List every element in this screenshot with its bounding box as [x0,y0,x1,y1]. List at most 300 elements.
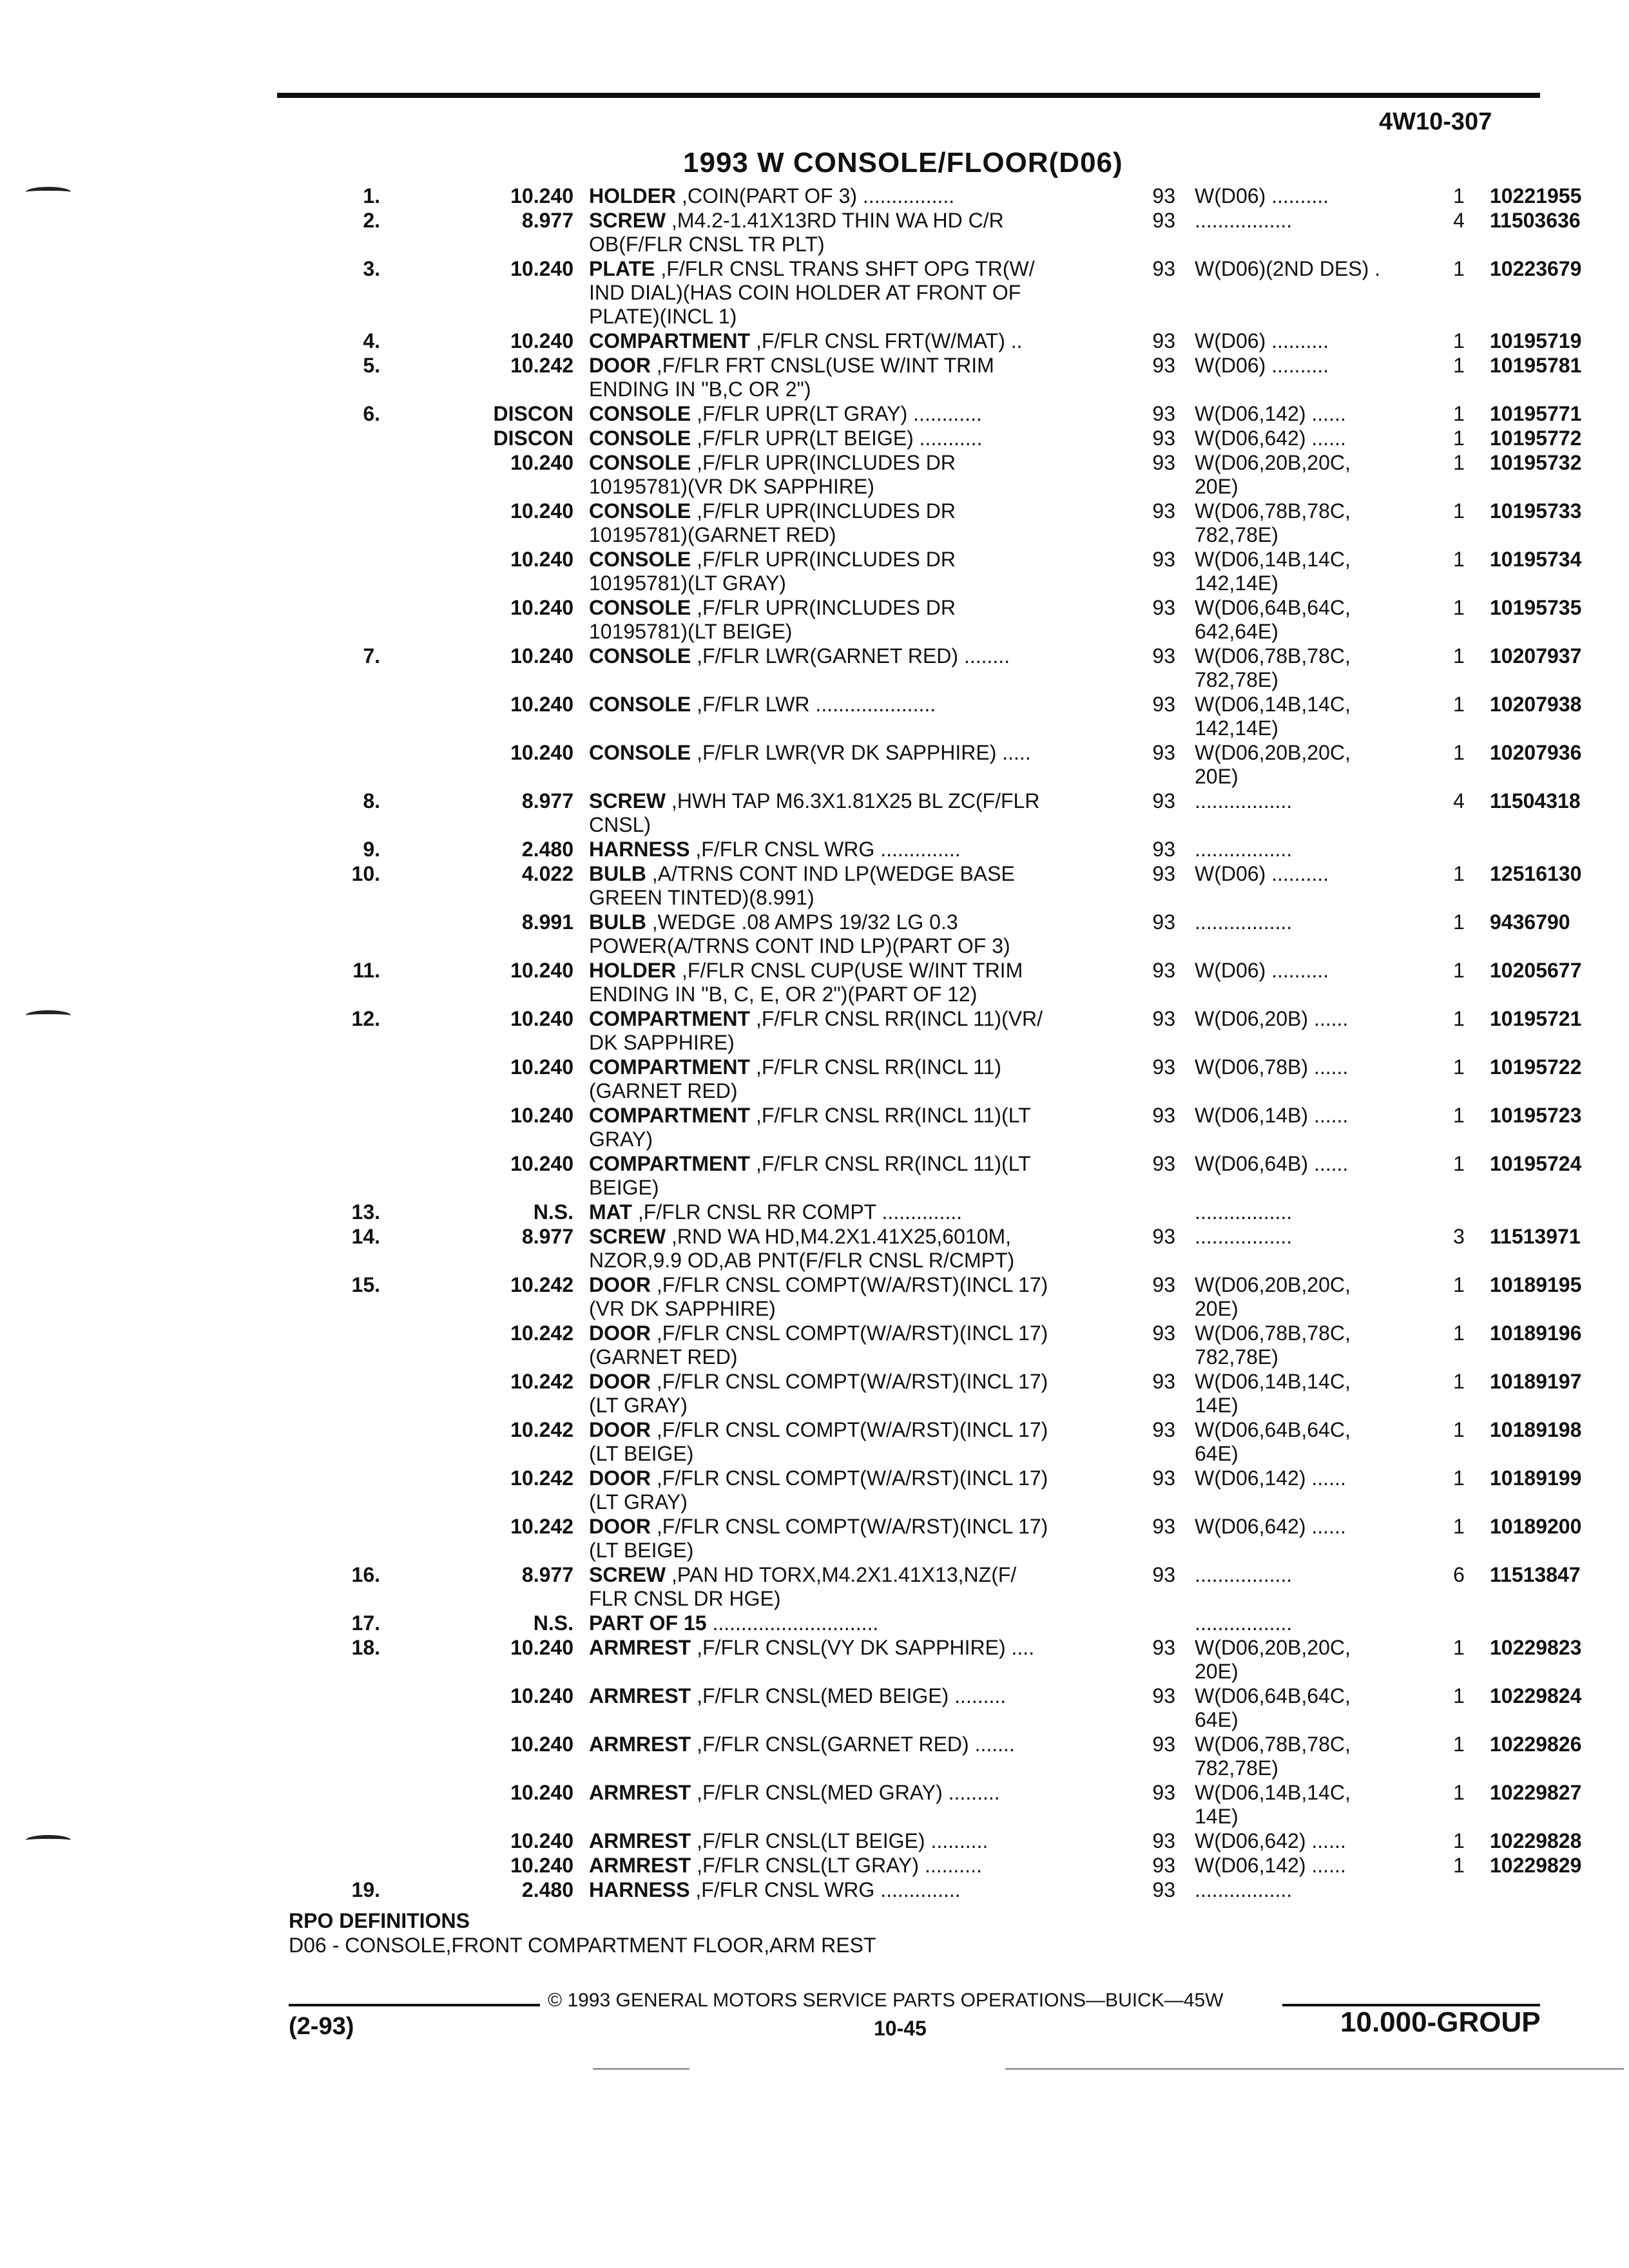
part-row [284,1055,1582,1103]
model-year: 93 [1152,838,1175,861]
part-name: DOOR [589,1418,651,1441]
part-description [589,1733,1124,1756]
part-row [284,1104,1582,1151]
part-name: CONSOLE [589,402,691,425]
part-number: 10205677 [1490,959,1582,982]
part-detail: ............................. [706,1611,879,1635]
quantity: 1 [1453,1418,1465,1441]
part-name: CONSOLE [589,693,691,716]
quantity: 1 [1453,1515,1465,1538]
footer-page-number: 10-45 [874,2017,927,2040]
part-number: 10207936 [1490,741,1582,764]
part-description [589,329,1124,353]
quantity: 1 [1453,402,1465,425]
part-row [284,1370,1582,1418]
model-year: 93 [1152,862,1175,885]
rpo-title: RPO DEFINITIONS [289,1909,470,1932]
part-row [284,329,1582,353]
part-name: DOOR [589,1466,651,1490]
usage: W(D06,642) ...... [1195,1515,1346,1538]
part-detail: ,F/FLR UPR(INCLUDES DR 10195781)(LT BEIGE) [589,596,956,643]
model-year: 93 [1152,910,1175,934]
part-number: 10195721 [1490,1007,1582,1030]
part-description [589,596,1124,644]
group-number: 10.240 [510,741,574,764]
model-year: 93 [1152,451,1175,474]
part-detail: ,F/FLR CNSL RR COMPT .............. [631,1200,962,1224]
usage: W(D06,20B,20C, 20E) [1195,451,1351,498]
model-year: 93 [1152,548,1175,571]
part-detail: ,M4.2-1.41X13RD THIN WA HD C/R OB(F/FLR CNSL TR PLT) [589,209,1004,256]
part-row [284,402,1582,426]
part-number: 10221955 [1490,184,1582,207]
item-number: 10. [351,862,380,885]
model-year: 93 [1152,1273,1175,1296]
usage: W(D06,64B) ...... [1195,1152,1349,1175]
part-row [284,1466,1582,1514]
part-name: DOOR [589,1515,651,1538]
part-number: 10195724 [1490,1152,1582,1175]
part-name: CONSOLE [589,499,691,523]
part-detail: ,PAN HD TORX,M4.2X1.41X13,NZ(F/ FLR CNSL DR HGE) [589,1563,1017,1610]
parts-list [284,184,1582,1903]
model-year: 93 [1152,1055,1175,1079]
part-number: 10195732 [1490,451,1582,474]
quantity: 1 [1453,596,1465,619]
model-year: 93 [1152,427,1175,450]
group-number: 10.240 [510,1007,574,1030]
group-number: 8.977 [521,209,574,232]
part-name: CONSOLE [589,644,691,668]
usage: W(D06) .......... [1195,862,1329,885]
header-rule [277,93,1540,98]
item-number: 4. [363,329,380,352]
scan-artifact-line [593,2068,689,2070]
quantity: 1 [1453,499,1465,523]
model-year: 93 [1152,402,1175,425]
group-number: 10.240 [510,693,574,716]
model-year: 93 [1152,1563,1175,1586]
item-number: 12. [351,1007,380,1030]
part-detail: ,F/FLR CNSL(LT BEIGE) .......... [691,1829,988,1852]
usage: ................. [1195,209,1293,232]
quantity: 1 [1453,1636,1465,1659]
part-row [284,1007,1582,1055]
part-name: COMPARTMENT [589,329,751,352]
quantity: 1 [1453,1829,1465,1852]
part-name: CONSOLE [589,596,691,619]
part-description [589,959,1124,1006]
part-detail: ,A/TRNS CONT IND LP(WEDGE BASE GREEN TINTED)(8.991) [589,862,1015,909]
item-number: 1. [363,184,380,207]
usage: W(D06) .......... [1195,354,1329,377]
part-detail: ,F/FLR CNSL RR(INCL 11)(LT BEIGE) [589,1152,1031,1199]
part-name: SCREW [589,1225,666,1248]
model-year: 93 [1152,184,1175,207]
quantity: 1 [1453,451,1465,474]
part-number: 10207938 [1490,693,1582,716]
part-description [589,451,1124,499]
part-description [589,862,1124,910]
usage: W(D06,14B) ...... [1195,1104,1349,1127]
part-row [284,1829,1582,1853]
group-number: 10.240 [510,1733,574,1756]
part-detail: ,F/FLR FRT CNSL(USE W/INT TRIM ENDING IN "B,C OR 2") [589,354,994,401]
part-row [284,838,1547,861]
part-description [589,910,1124,958]
quantity: 1 [1453,862,1465,885]
quantity: 1 [1453,1104,1465,1127]
group-number: N.S. [533,1611,574,1635]
group-number: 10.242 [510,1370,574,1393]
model-year: 93 [1152,1104,1175,1127]
part-row [284,499,1582,547]
usage: W(D06,14B,14C, 14E) [1195,1781,1351,1828]
model-year: 93 [1152,1152,1175,1175]
part-description [589,741,1124,765]
part-name: HOLDER [589,184,677,207]
part-name: CONSOLE [589,741,691,764]
part-description [589,1563,1124,1611]
part-row [284,1611,1547,1635]
usage: ................. [1195,1563,1293,1586]
group-number: 10.240 [510,499,574,523]
footer-rule-left [289,2004,540,2006]
part-detail: ,F/FLR UPR(INCLUDES DR 10195781)(GARNET RED) [589,499,956,546]
part-description [589,1370,1124,1418]
usage: W(D06) .......... [1195,329,1329,352]
part-name: SCREW [589,789,666,812]
item-number: 14. [351,1225,380,1248]
model-year: 93 [1152,1684,1175,1707]
part-description [589,1225,1124,1273]
usage: W(D06,78B,78C, 782,78E) [1195,1733,1351,1780]
quantity: 1 [1453,1055,1465,1079]
part-name: COMPARTMENT [589,1055,751,1079]
quantity: 1 [1453,1273,1465,1296]
part-row [284,1152,1582,1200]
group-number: 2.480 [521,1878,574,1901]
part-number: 10189197 [1490,1370,1582,1393]
part-detail: ,F/FLR UPR(INCLUDES DR 10195781)(VR DK SAPPHIRE) [589,451,956,498]
part-row [284,1781,1582,1829]
part-detail: ,F/FLR CNSL COMPT(W/A/RST)(INCL 17) (GARNET RED) [589,1321,1048,1369]
part-description [589,789,1124,837]
part-description [589,1273,1124,1321]
model-year: 93 [1152,693,1175,716]
part-detail: ,F/FLR CNSL WRG .............. [689,838,961,861]
usage: ................. [1195,1878,1293,1901]
group-number: 10.240 [510,1684,574,1707]
part-number: 10189199 [1490,1466,1582,1490]
group-number: 2.480 [521,838,574,861]
part-row [284,257,1582,329]
model-year: 93 [1152,499,1175,523]
part-detail: ,RND WA HD,M4.2X1.41X25,6010M, NZOR,9.9 OD,AB PNT(F/FLR CNSL R/CMPT) [589,1225,1015,1272]
group-number: DISCON [493,402,574,425]
part-name: MAT [589,1200,632,1224]
part-row [284,596,1582,644]
group-number: 10.242 [510,1418,574,1441]
part-description [589,1684,1124,1708]
model-year: 93 [1152,1854,1175,1877]
part-name: ARMREST [589,1854,691,1877]
rpo-definitions [289,1908,876,1957]
part-row [284,354,1582,401]
part-number: 10223679 [1490,257,1582,280]
usage: W(D06,64B,64C, 64E) [1195,1684,1351,1731]
group-number: 4.022 [521,862,574,885]
quantity: 1 [1453,1370,1465,1393]
part-description [589,1829,1124,1853]
item-number: 3. [363,257,380,280]
part-row [284,741,1582,789]
group-number: N.S. [533,1200,574,1224]
part-number: 10195771 [1490,402,1582,425]
part-detail: ,F/FLR CNSL COMPT(W/A/RST)(INCL 17) (LT BEIGE) [589,1418,1048,1465]
quantity: 1 [1453,354,1465,377]
part-detail: ,F/FLR UPR(LT BEIGE) ........... [691,427,983,450]
usage: ................. [1195,1225,1293,1248]
usage: W(D06,20B,20C, 20E) [1195,1636,1351,1683]
part-description [589,1611,1124,1635]
part-number: 11513971 [1490,1225,1581,1248]
group-number: 10.240 [510,1104,574,1127]
part-detail: ,F/FLR CNSL COMPT(W/A/RST)(INCL 17) (LT GRAY) [589,1370,1048,1417]
group-number: 10.240 [510,1636,574,1659]
part-row [284,693,1582,740]
model-year: 93 [1152,596,1175,619]
usage: W(D06) .......... [1195,184,1329,207]
part-detail: ,F/FLR LWR ..................... [691,693,936,716]
part-row [284,959,1582,1006]
quantity: 1 [1453,1321,1465,1345]
usage: W(D06,20B,20C, 20E) [1195,1273,1351,1320]
usage: W(D06,642) ...... [1195,1829,1346,1852]
part-row [284,1854,1582,1878]
part-description [589,257,1124,329]
part-detail: ,F/FLR LWR(VR DK SAPPHIRE) ..... [691,741,1031,764]
part-description [589,354,1124,401]
item-number: 2. [363,209,380,232]
model-year: 93 [1152,741,1175,764]
usage: W(D06)(2ND DES) . [1195,257,1381,280]
part-row [284,1418,1582,1466]
part-detail: ,F/FLR CNSL RR(INCL 11) (GARNET RED) [589,1055,1002,1102]
part-detail: ,F/FLR CNSL COMPT(W/A/RST)(INCL 17) (LT BEIGE) [589,1515,1048,1562]
quantity: 4 [1453,789,1465,812]
part-name: COMPARTMENT [589,1104,751,1127]
part-name: ARMREST [589,1733,691,1756]
part-number: 10229824 [1490,1684,1582,1707]
part-number: 10229827 [1490,1781,1582,1804]
binder-hole-mark [26,1010,71,1021]
quantity: 1 [1453,1781,1465,1804]
footer-copyright: © 1993 GENERAL MOTORS SERVICE PARTS OPERATIONS—BUICK—45W [548,1990,1224,2011]
part-name: HOLDER [589,959,677,982]
part-row [284,184,1582,208]
model-year: 93 [1152,1225,1175,1248]
part-number: 11504318 [1490,789,1581,812]
model-year: 93 [1152,644,1175,668]
quantity: 1 [1453,1152,1465,1175]
part-row [284,209,1581,256]
part-description [589,644,1124,668]
model-year: 93 [1152,1418,1175,1441]
quantity: 1 [1453,1684,1465,1707]
usage: W(D06,142) ...... [1195,402,1346,425]
usage: W(D06,78B,78C, 782,78E) [1195,1321,1351,1369]
part-detail: ,F/FLR CNSL RR(INCL 11)(VR/ DK SAPPHIRE) [589,1007,1043,1054]
item-number: 15. [351,1273,380,1296]
part-detail: ,WEDGE .08 AMPS 19/32 LG 0.3 POWER(A/TRNS CONT IND LP)(PART OF 3) [589,910,1010,957]
binder-hole-mark [26,1835,71,1845]
usage: ................. [1195,1200,1293,1224]
quantity: 1 [1453,184,1465,207]
scan-artifact-line [1005,2068,1624,2070]
part-description [589,1854,1124,1878]
part-detail: ,F/FLR CNSL RR(INCL 11)(LT GRAY) [589,1104,1031,1151]
group-number: 10.240 [510,257,574,280]
part-name: HARNESS [589,838,690,861]
group-number: 10.242 [510,1515,574,1538]
footer-date: (2-93) [289,2013,354,2040]
group-number: 10.242 [510,1466,574,1490]
part-name: CONSOLE [589,548,691,571]
part-number: 10189195 [1490,1273,1582,1296]
part-row [284,862,1582,910]
part-detail: ,F/FLR CNSL(GARNET RED) ....... [691,1733,1015,1756]
part-name: DOOR [589,1321,651,1345]
part-description [589,1007,1124,1055]
quantity: 1 [1453,693,1465,716]
item-number: 7. [363,644,380,668]
part-detail: ,F/FLR CNSL(LT GRAY) .......... [691,1854,982,1877]
model-year: 93 [1152,1878,1175,1901]
usage: W(D06) .......... [1195,959,1329,982]
quantity: 1 [1453,959,1465,982]
group-number: 10.240 [510,451,574,474]
usage: ................. [1195,910,1293,934]
part-description [589,1055,1124,1103]
group-number: 10.240 [510,548,574,571]
model-year: 93 [1152,1781,1175,1804]
part-number: 10195772 [1490,427,1582,450]
group-number: 8.991 [521,910,574,934]
part-name: PLATE [589,257,655,280]
part-description [589,427,1124,450]
part-number: 10189196 [1490,1321,1582,1345]
model-year: 93 [1152,1466,1175,1490]
part-name: COMPARTMENT [589,1152,751,1175]
usage: ................. [1195,789,1293,812]
part-description [589,693,1124,716]
group-number: 8.977 [521,789,574,812]
part-number: 11513847 [1490,1563,1581,1586]
item-number: 11. [352,959,380,982]
part-name: CONSOLE [589,427,691,450]
item-number: 8. [363,789,380,812]
part-description [589,499,1124,547]
group-number: 8.977 [521,1563,574,1586]
part-row [284,1878,1547,1902]
part-description [589,1636,1124,1660]
quantity: 6 [1453,1563,1465,1586]
page-title: 1993 W CONSOLE/FLOOR(D06) [683,147,1123,178]
part-row [284,1636,1582,1684]
group-number: 10.240 [510,329,574,352]
part-name: DOOR [589,1273,651,1296]
part-detail: ,F/FLR CNSL COMPT(W/A/RST)(INCL 17) (VR DK SAPPHIRE) [589,1273,1048,1320]
usage: W(D06,20B) ...... [1195,1007,1349,1030]
usage: W(D06,642) ...... [1195,427,1346,450]
part-row [284,1563,1581,1611]
usage: ................. [1195,1611,1293,1635]
item-number: 19. [351,1878,380,1901]
part-description [589,1515,1124,1562]
part-name: ARMREST [589,1781,691,1804]
model-year: 93 [1152,959,1175,982]
model-year: 93 [1152,1321,1175,1345]
model-year: 93 [1152,209,1175,232]
quantity: 1 [1453,741,1465,764]
part-detail: ,F/FLR CNSL TRANS SHFT OPG TR(W/ IND DIAL)(HAS COIN HOLDER AT FRONT OF PLATE)(INCL 1) [589,257,1035,328]
part-detail: ,F/FLR UPR(LT GRAY) ............ [691,402,982,425]
part-row [284,1684,1582,1732]
group-number: 10.242 [510,1321,574,1345]
part-name: DOOR [589,1370,651,1393]
part-number: 10189198 [1490,1418,1582,1441]
model-year: 93 [1152,1829,1175,1852]
part-detail: ,COIN(PART OF 3) ................ [676,184,955,207]
part-description [589,402,1124,426]
part-row [284,1515,1582,1562]
model-year: 93 [1152,1370,1175,1393]
part-detail: ,F/FLR UPR(INCLUDES DR 10195781)(LT GRAY) [589,548,956,595]
part-number: 10195723 [1490,1104,1582,1127]
group-number: DISCON [493,427,574,450]
part-description [589,1152,1124,1200]
part-row [284,789,1581,837]
part-row [284,1225,1581,1273]
model-year: 93 [1152,1007,1175,1030]
part-description [589,1878,1124,1902]
part-number: 10189200 [1490,1515,1582,1538]
model-year: 93 [1152,1733,1175,1756]
part-detail: ,F/FLR LWR(GARNET RED) ........ [691,644,1010,668]
part-detail: ,F/FLR CNSL COMPT(W/A/RST)(INCL 17) (LT GRAY) [589,1466,1048,1514]
page-id: 4W10-307 [1379,108,1492,135]
usage: W(D06,14B,14C, 142,14E) [1195,548,1351,595]
group-number: 10.242 [510,1273,574,1296]
group-number: 10.242 [510,354,574,377]
model-year: 93 [1152,789,1175,812]
part-number: 10229829 [1490,1854,1582,1877]
part-name: HARNESS [589,1878,690,1901]
part-name: COMPARTMENT [589,1007,751,1030]
item-number: 16. [351,1563,380,1586]
part-row [284,451,1582,499]
part-description [589,1321,1124,1369]
usage: ................. [1195,838,1293,861]
model-year: 93 [1152,257,1175,280]
group-number: 10.240 [510,1829,574,1852]
usage: W(D06,64B,64C, 64E) [1195,1418,1351,1465]
usage: W(D06,78B,78C, 782,78E) [1195,499,1351,546]
group-number: 10.240 [510,1152,574,1175]
quantity: 1 [1453,910,1465,934]
group-number: 10.240 [510,184,574,207]
